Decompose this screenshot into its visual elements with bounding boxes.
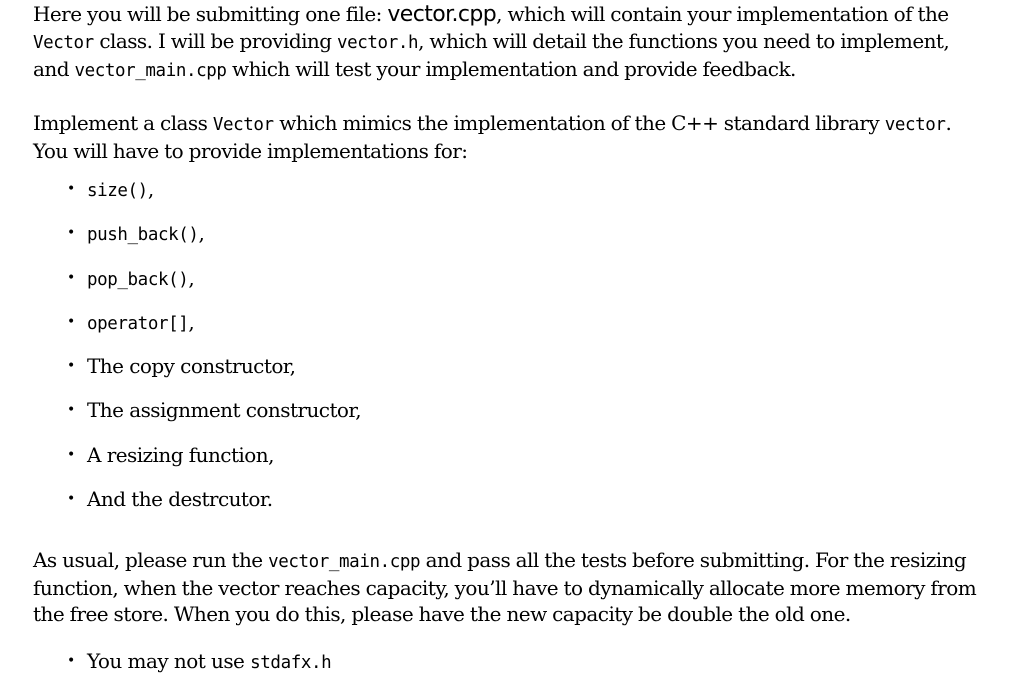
intro-text: class. I will be providing: [93, 29, 338, 53]
intro-text: , which will detail the functions you need to implement,: [418, 29, 950, 53]
bullet-icon: •: [67, 446, 75, 463]
intro-line-2: [33, 28, 983, 56]
item-text: And the destrcutor.: [87, 487, 273, 512]
header-filename-code: vector.h: [337, 33, 419, 53]
usual-text: As usual, please run the: [33, 548, 269, 573]
submission-filename: vector.cpp: [387, 2, 497, 27]
bullet-icon: •: [67, 225, 75, 242]
note-text: You may not use: [87, 649, 251, 674]
item-text: A resizing function,: [87, 442, 274, 467]
list-item: [33, 486, 983, 530]
list-item: [33, 397, 983, 441]
list-item: [33, 648, 983, 676]
test-filename-code: vector_main.cpp: [268, 552, 421, 573]
list-item: [33, 442, 983, 486]
usual-line-3: the free store. When you do this, please have the new capacity be double the old one.: [33, 602, 851, 627]
function-code: pop_back(): [87, 269, 189, 290]
notes-list: [33, 648, 983, 676]
bullet-icon: •: [67, 269, 75, 286]
task-paragraph: [33, 110, 983, 164]
intro-line-3: [33, 56, 983, 84]
usual-paragraph: [33, 547, 983, 627]
item-text: ,: [147, 177, 154, 201]
bullet-icon: •: [67, 402, 75, 419]
task-line-1: [33, 110, 983, 138]
function-code: push_back(): [87, 225, 199, 246]
requirements-list: [33, 176, 983, 530]
task-text: .: [945, 111, 952, 135]
task-text: which mimics the implementation of the C++ standard library: [273, 111, 885, 135]
usual-line-2: function, when the vector reaches capacity, you’ll have to dynamically allocate more memory from: [33, 576, 977, 601]
list-item: [33, 220, 983, 264]
item-text: ,: [188, 309, 195, 334]
function-code: size(): [87, 181, 148, 201]
list-item: [33, 309, 983, 353]
intro-text: Here you will be submitting one file:: [33, 2, 388, 26]
item-text: ,: [188, 265, 195, 290]
intro-text: , which will contain your implementation of the: [496, 2, 949, 26]
usual-line-1: [33, 547, 983, 575]
list-item: [33, 265, 983, 309]
list-item: [33, 176, 983, 220]
bullet-icon: •: [67, 313, 75, 330]
bullet-icon: •: [67, 653, 75, 670]
std-vector-code: vector: [884, 115, 946, 135]
intro-line-1: [33, 1, 983, 28]
bullet-icon: •: [67, 491, 75, 508]
bullet-icon: •: [67, 181, 75, 197]
task-line-2: You will have to provide implementations for:: [33, 139, 468, 163]
item-text: The assignment constructor,: [87, 398, 362, 423]
intro-text: which will test your implementation and provide feedback.: [226, 57, 796, 81]
class-name-code: Vector: [33, 33, 94, 53]
forbidden-header-code: stdafx.h: [250, 653, 332, 674]
assignment-document: [33, 0, 983, 676]
intro-paragraph: [33, 0, 983, 84]
usual-text: and pass all the tests before submitting. For the resizing: [420, 548, 967, 573]
class-name-code: Vector: [212, 115, 274, 135]
intro-text: and: [33, 57, 75, 81]
item-text: ,: [198, 221, 205, 246]
item-text: The copy constructor,: [87, 354, 296, 379]
task-text: Implement a class: [33, 111, 213, 135]
function-code: operator[]: [87, 313, 189, 334]
list-item: [33, 353, 983, 397]
test-filename-code: vector_main.cpp: [74, 61, 227, 81]
bullet-icon: •: [67, 358, 75, 375]
